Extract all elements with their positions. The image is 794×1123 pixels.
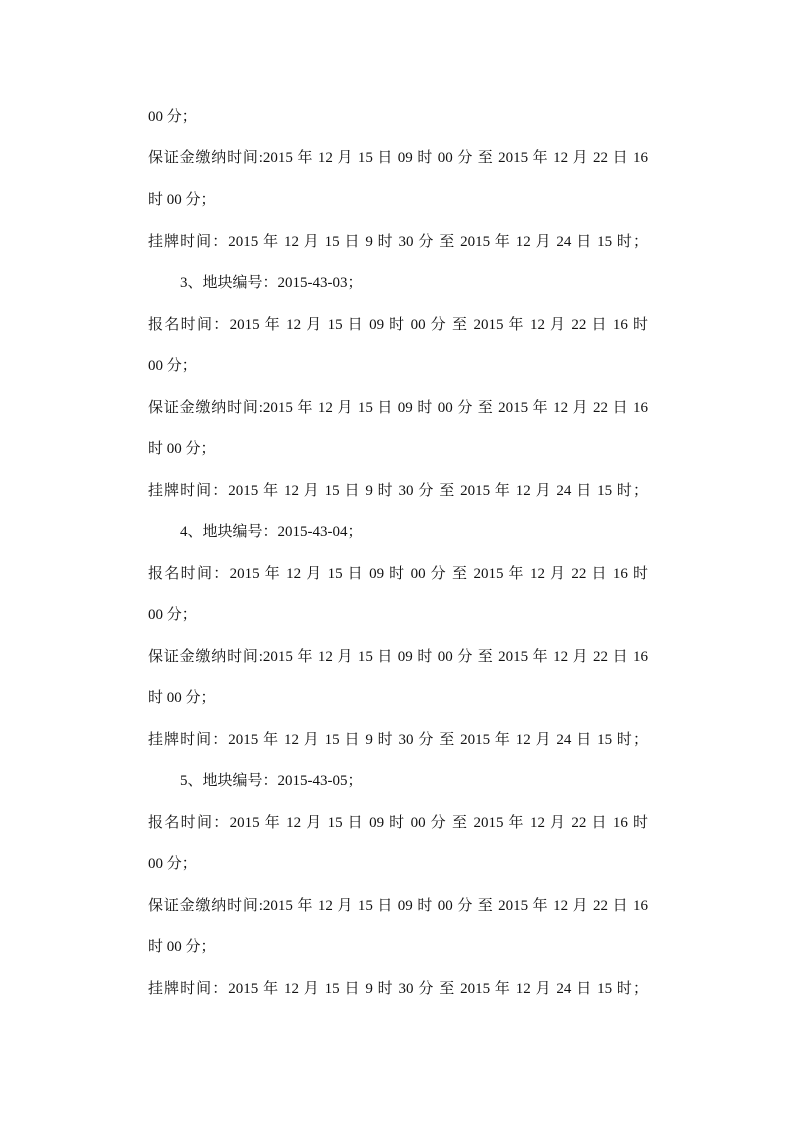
text-line-continuation: 时 00 分；	[148, 441, 216, 457]
text-line-registration-time: 报名时间：2015 年 12 月 15 日 09 时 00 分 至 2015 年 12 月 22 日 16 时	[148, 317, 648, 333]
text-line-continuation: 时 00 分；	[148, 939, 216, 955]
text-line-deposit-time: 保证金缴纳时间:2015 年 12 月 15 日 09 时 00 分 至 2015 年 12 月 22 日 16	[148, 400, 648, 416]
text-line-listing-time: 挂牌时间：2015 年 12 月 15 日 9 时 30 分 至 2015 年 12 月 24 日 15 时；	[148, 234, 648, 250]
text-line-registration-time: 报名时间：2015 年 12 月 15 日 09 时 00 分 至 2015 年 12 月 22 日 16 时	[148, 566, 648, 582]
parcel-heading: 4、地块编号：2015-43-04；	[180, 524, 363, 540]
text-line-listing-time: 挂牌时间：2015 年 12 月 15 日 9 时 30 分 至 2015 年 12 月 24 日 15 时；	[148, 981, 648, 997]
text-line-registration-time: 报名时间：2015 年 12 月 15 日 09 时 00 分 至 2015 年 12 月 22 日 16 时	[148, 815, 648, 831]
text-line-continuation: 00 分；	[148, 607, 197, 623]
text-line-deposit-time: 保证金缴纳时间:2015 年 12 月 15 日 09 时 00 分 至 2015 年 12 月 22 日 16	[148, 898, 648, 914]
text-line-continuation: 00 分；	[148, 856, 197, 872]
text-line-continuation: 时 00 分；	[148, 192, 216, 208]
text-line-continuation: 00 分；	[148, 358, 197, 374]
text-line-continuation: 时 00 分；	[148, 690, 216, 706]
parcel-heading: 3、地块编号：2015-43-03；	[180, 275, 363, 291]
text-line-listing-time: 挂牌时间：2015 年 12 月 15 日 9 时 30 分 至 2015 年 12 月 24 日 15 时；	[148, 483, 648, 499]
text-line-continuation: 00 分；	[148, 109, 197, 125]
text-line-deposit-time: 保证金缴纳时间:2015 年 12 月 15 日 09 时 00 分 至 2015 年 12 月 22 日 16	[148, 150, 648, 166]
text-line-listing-time: 挂牌时间：2015 年 12 月 15 日 9 时 30 分 至 2015 年 12 月 24 日 15 时；	[148, 732, 648, 748]
text-line-deposit-time: 保证金缴纳时间:2015 年 12 月 15 日 09 时 00 分 至 2015 年 12 月 22 日 16	[148, 649, 648, 665]
parcel-heading: 5、地块编号：2015-43-05；	[180, 773, 363, 789]
